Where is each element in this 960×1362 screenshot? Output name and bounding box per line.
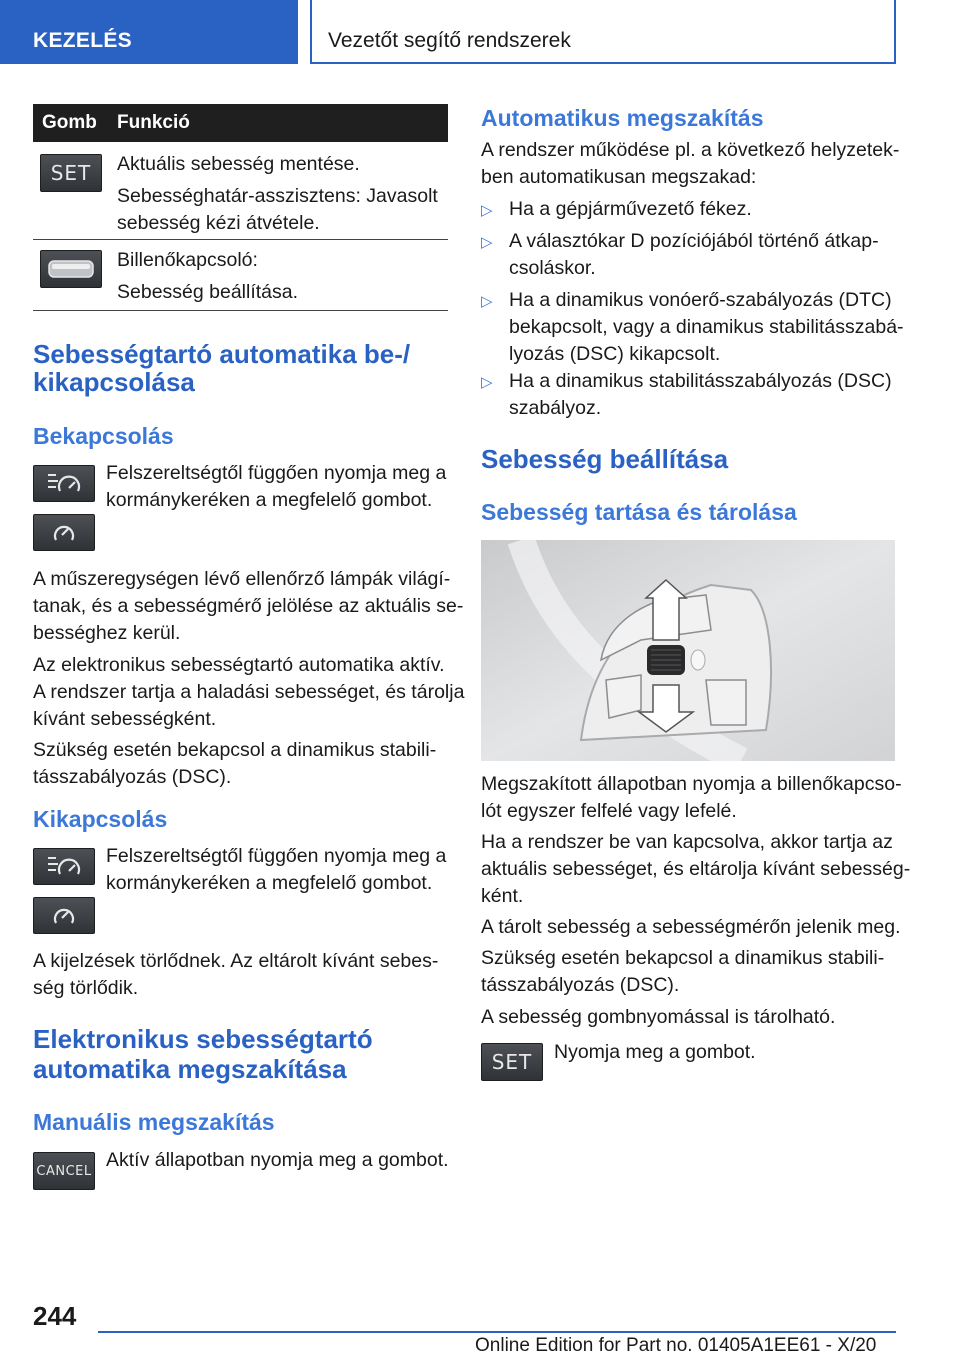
bullet-triangle-icon: ▷ (481, 202, 493, 219)
heading-manual: Manuális megszakítás (33, 1109, 275, 1135)
table-col-button: Gomb (42, 112, 97, 133)
bekapcsolas-para1-1: A műszeregységen lévő ellenőrző lámpák világí- (33, 568, 451, 590)
bullet-3-line-3: lyozás (DSC) kikapcsolt. (509, 343, 721, 365)
bullet-1-line-1: Ha a gépjárművezető fékez. (509, 198, 752, 220)
table-row-1-line-2: Sebességhatár-asszisztens: Javasolt (117, 185, 438, 207)
bekapcsolas-para1-3: bességhez kerül. (33, 622, 181, 644)
table-divider (33, 239, 448, 240)
footer-edition: Online Edition for Part no. 01405A1EE61 - X/20 (475, 1335, 877, 1356)
heading-interrupt-1: Elektronikus sebességtartó (33, 1024, 373, 1054)
bullet-triangle-icon: ▷ (481, 374, 493, 391)
cruise-control-resume-icon (33, 897, 95, 934)
set-button-label: SET (491, 1050, 533, 1074)
keep-para1-2: lót egyszer felfelé vagy lefelé. (481, 800, 737, 822)
keep-para3: A tárolt sebesség a sebességmérőn jelenik meg. (481, 916, 901, 938)
bullet-3-line-1: Ha a dinamikus vonóerő-szabályozás (DTC) (509, 289, 892, 311)
cancel-button-icon (33, 1152, 95, 1190)
set-button-icon (481, 1043, 543, 1081)
bullet-4-line-1: Ha a dinamikus stabilitásszabályozás (DSC) (509, 370, 892, 392)
heading-bekapcsolas: Bekapcsolás (33, 423, 174, 449)
keep-para5: A sebesség gombnyomással is tárolható. (481, 1006, 836, 1028)
heading-speed-setting: Sebesség beállítása (481, 444, 729, 474)
keep-para2-1: Ha a rendszer be van kapcsolva, akkor tartja az (481, 831, 893, 853)
table-row-2-line-2: Sebesség beállítása. (117, 281, 299, 303)
bullet-3-line-2: bekapcsolt, vagy a dinamikus stabilitásszabá- (509, 316, 904, 338)
table-bottom-line (33, 310, 448, 311)
table-row-2-line-1: Billenőkapcsoló: (117, 249, 258, 271)
keep-para4-1: Szükség esetén bekapcsol a dinamikus stabili- (481, 947, 885, 969)
bekapcsolas-text-1: Felszereltségtől függően nyomja meg a (106, 462, 447, 484)
table-row-1-line-3: sebesség kézi átvétele. (117, 212, 320, 234)
header-chapter-tab (310, 0, 896, 64)
bekapcsolas-para3-1: Szükség esetén bekapcsol a dinamikus stabili- (33, 739, 437, 761)
bekapcsolas-para2-2: A rendszer tartja a haladási sebességet, és tárolja (33, 681, 465, 703)
bullet-4-line-2: szabályoz. (509, 397, 602, 419)
bullet-triangle-icon: ▷ (481, 293, 493, 310)
cruise-control-resume-icon (33, 514, 95, 551)
set-instruction: Nyomja meg a gombot. (554, 1041, 756, 1063)
cruise-control-icon (33, 848, 95, 885)
heading-on-off-1: Sebességtartó automatika be-/ (33, 339, 411, 369)
heading-auto: Automatikus megszakítás (481, 105, 764, 131)
auto-intro-2: ben automatikusan megszakad: (481, 166, 757, 188)
bekapcsolas-para1-2: tanak, és a sebességmérő jelölése az aktuális se- (33, 595, 464, 617)
set-button-icon (40, 154, 102, 192)
keep-para1-1: Megszakított állapotban nyomja a billenőkapcso- (481, 773, 902, 795)
kikapcsolas-text-2: kormánykeréken a megfelelő gombot. (106, 872, 433, 894)
set-button-label: SET (50, 161, 92, 185)
steering-wheel-rocker-photo (481, 540, 895, 761)
keep-para2-2: aktuális sebességet, és eltárolja kívánt sebesség- (481, 858, 911, 880)
footer-divider (98, 1331, 896, 1333)
table-row-1-line-1: Aktuális sebesség mentése. (117, 153, 360, 175)
header-section-tab (0, 0, 298, 64)
heading-kikapcsolas: Kikapcsolás (33, 806, 168, 832)
bekapcsolas-text-2: kormánykeréken a megfelelő gombot. (106, 489, 433, 511)
rocker-switch-icon (40, 250, 102, 288)
page-number: 244 (33, 1301, 77, 1331)
bekapcsolas-para3-2: tásszabályozás (DSC). (33, 766, 232, 788)
heading-keep-store: Sebesség tartása és tárolása (481, 499, 797, 525)
bekapcsolas-para2-3: kívánt sebességként. (33, 708, 217, 730)
chapter-title: Vezetőt segítő rendszerek (328, 29, 571, 52)
keep-para4-2: tásszabályozás (DSC). (481, 974, 680, 996)
bullet-triangle-icon: ▷ (481, 234, 493, 251)
bullet-2-line-1: A választókar D pozíciójából történő átkap- (509, 230, 879, 252)
bullet-2-line-2: csoláskor. (509, 257, 596, 279)
kikapcsolas-text-1: Felszereltségtől függően nyomja meg a (106, 845, 447, 867)
auto-intro-1: A rendszer működése pl. a következő helyzetek- (481, 139, 900, 161)
keep-para2-3: ként. (481, 885, 524, 907)
section-title: KEZELÉS (33, 29, 132, 52)
table-col-function: Funkció (117, 112, 190, 133)
heading-interrupt-2: automatika megszakítása (33, 1054, 347, 1084)
heading-on-off-2: kikapcsolása (33, 367, 195, 397)
kikapcsolas-para1-1: A kijelzések törlődnek. Az eltárolt kívánt sebes- (33, 950, 439, 972)
cancel-button-label: CANCEL (36, 1163, 92, 1179)
kikapcsolas-para1-2: ség törlődik. (33, 977, 139, 999)
manual-text: Aktív állapotban nyomja meg a gombot. (106, 1149, 449, 1171)
cruise-control-icon (33, 465, 95, 502)
table-header (33, 104, 448, 142)
bekapcsolas-para2-1: Az elektronikus sebességtartó automatika aktív. (33, 654, 445, 676)
